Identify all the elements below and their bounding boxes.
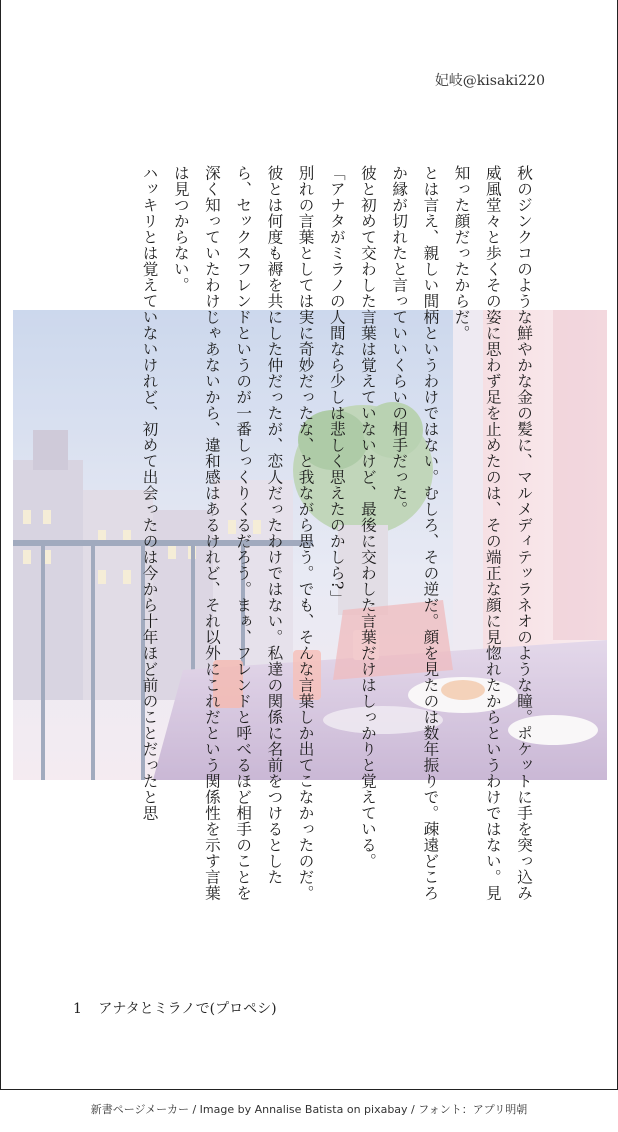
paragraph: 彼とは何度も褥を共にした仲だったが、恋人だったわけではない。私達の関係に名前をつけるとしたら、セックスフレンドというのが一番しっくりくるだろう。まぁ、フレンドと呼べるほど相手のことを深く知っていたわけじゃあないから、違和感はあるけれど、それ以外にこれだという関係性を示す言葉は見つからない。 [171,165,284,901]
page-footer [73,998,277,1018]
work-title: アナタとミラノで(プロペシ) [98,1001,277,1017]
credit-line: 新書ページメーカー / Image by Annalise Batista on pixabay / フォント：アプリ明朝 [90,1103,528,1116]
paragraph: 「アナタがミラノの人間なら少しは悲しく思えたのかしら?」 [327,165,346,606]
paragraph: 別れの言葉としては実に奇妙だったな、と我ながら思う。でも、そんな言葉しか出てこなかったのだ。 [296,165,315,901]
paragraph: 彼と初めて交わした言葉は覚えていないけど、最後に交わした言葉だけはしっかりと覚えている。 [358,165,377,869]
paragraph: ハッキリとは覚えていないけれど、初めて出会ったのは今から十年ほど前のことだったと思 [140,165,159,821]
paragraph: とは言え、親しい間柄というわけではない。むしろ、その逆だ。顔を見たのは数年振りで。疎遠どころか縁が切れたと言っていいくらいの相手だった。 [390,165,440,901]
paragraph: 秋のジンクコのような鮮やかな金の髪に、マルメディテッラネオのような瞳。ポケットに手を突っ込み威風堂々と歩くその姿に思わず足を止めたのは、その端正な顔に見惚れたからというわけではない。見知った顔だったからだ。 [452,165,533,901]
author-handle: 妃岐@kisaki220 [434,73,545,89]
vertical-body-text [133,165,539,910]
page-number: 1 [73,1001,82,1017]
